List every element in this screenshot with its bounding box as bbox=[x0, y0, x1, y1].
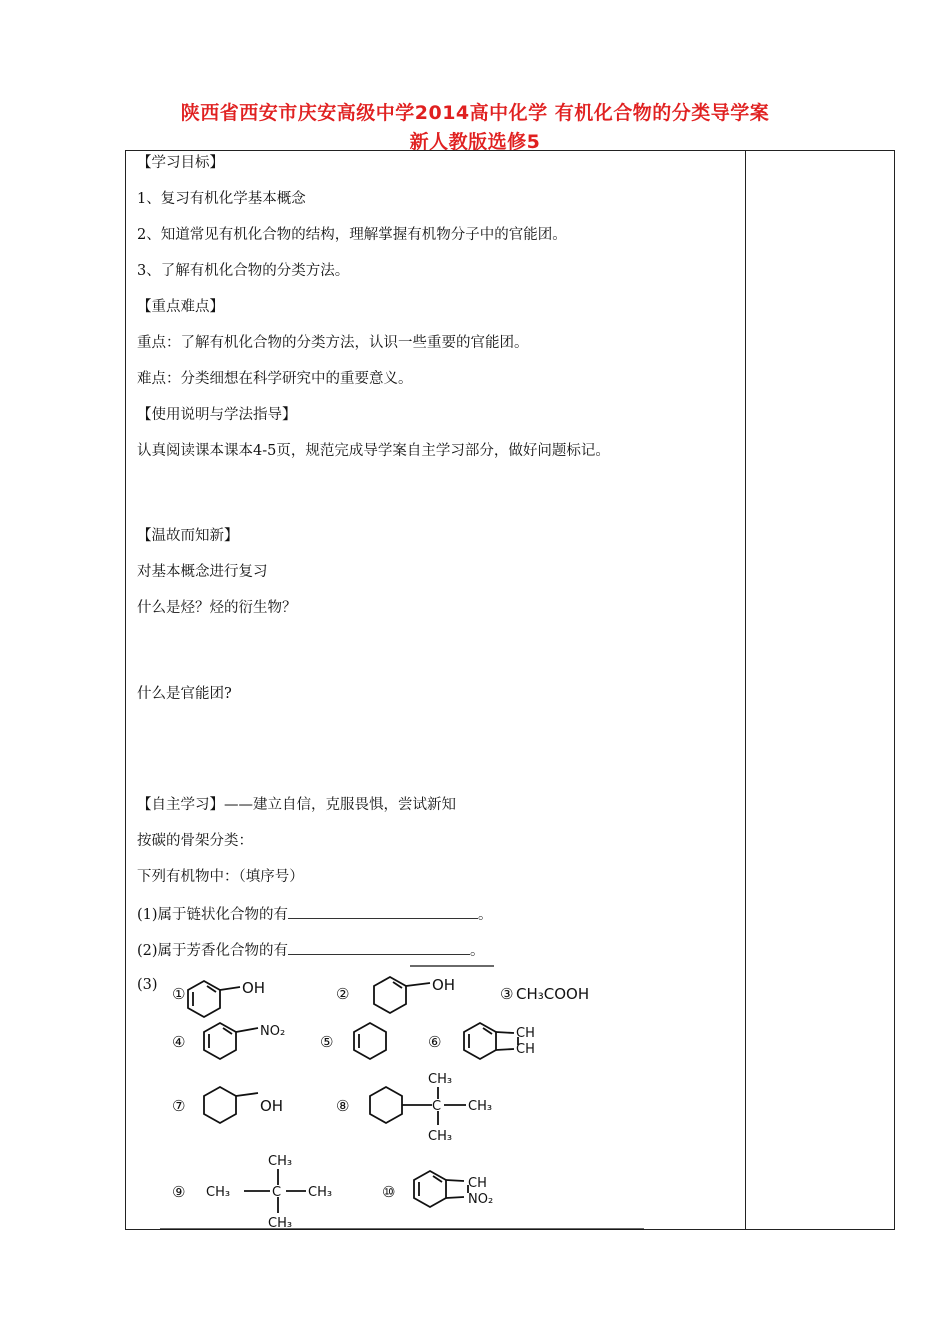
question-2 bbox=[137, 940, 485, 960]
section-heading-objectives: 【学习目标】 bbox=[137, 155, 224, 171]
question-functional-group: 什么是官能团? bbox=[137, 686, 232, 702]
molecule-number-10: ⑩ bbox=[382, 1183, 396, 1201]
molecule-number-2: ② bbox=[336, 985, 350, 1003]
molecule-label-ch: CH bbox=[516, 1026, 535, 1041]
molecule-number-8: ⑧ bbox=[336, 1097, 350, 1115]
molecule-label-ch3: CH₃ bbox=[268, 1216, 293, 1230]
question-1-label: (1)属于链状化合物的有 bbox=[137, 907, 289, 923]
molecule-label-ch3: CH₃ bbox=[428, 1129, 453, 1144]
molecule-label-oh: OH bbox=[432, 976, 456, 994]
molecule-label-oh: OH bbox=[260, 1097, 284, 1115]
document-title-line1: 陕西省西安市庆安高级中学2014高中化学 有机化合物的分类导学案 bbox=[180, 102, 770, 124]
answer-blank-1[interactable] bbox=[288, 904, 478, 919]
molecule-label-ch3: CH₃ bbox=[308, 1185, 333, 1200]
molecule-number-9: ⑨ bbox=[172, 1183, 186, 1201]
objective-item: 1、复习有机化学基本概念 bbox=[137, 191, 306, 207]
period: 。 bbox=[470, 943, 485, 959]
question-1 bbox=[137, 904, 493, 924]
document-title-line2: 新人教版选修5 bbox=[409, 131, 541, 153]
molecule-label-ch3: CH₃ bbox=[468, 1099, 493, 1114]
answer-blank-2[interactable] bbox=[288, 940, 470, 955]
molecule-number-5: ⑤ bbox=[320, 1033, 334, 1051]
section-heading-instructions: 【使用说明与学法指导】 bbox=[137, 407, 297, 423]
molecule-label-c: C bbox=[272, 1185, 282, 1200]
molecule-label-ch: CH bbox=[468, 1176, 487, 1191]
instructions-text: 认真阅读课本课本4-5页，规范完成导学案自主学习部分，做好问题标记。 bbox=[137, 443, 610, 459]
molecule-number-1: ① bbox=[172, 985, 186, 1003]
section-heading-self-study: 【自主学习】——建立自信，克服畏惧，尝试新知 bbox=[137, 797, 456, 813]
question-hydrocarbon: 什么是烃？烃的衍生物？ bbox=[137, 600, 297, 616]
molecule-label-no2: NO₂ bbox=[260, 1024, 286, 1039]
molecule-label-ch3: CH₃ bbox=[206, 1185, 231, 1200]
molecule-label-ch3: CH₃ bbox=[428, 1072, 453, 1087]
molecule-label-acetic-acid: CH₃COOH bbox=[516, 985, 590, 1003]
molecule-label-c: C bbox=[432, 1099, 442, 1114]
section-heading-key-points: 【重点难点】 bbox=[137, 299, 224, 315]
molecule-label-no2: NO₂ bbox=[468, 1192, 494, 1207]
molecule-label-ch: CH bbox=[516, 1042, 535, 1057]
section-heading-review: 【温故而知新】 bbox=[137, 528, 239, 544]
molecule-number-7: ⑦ bbox=[172, 1097, 186, 1115]
objective-item: 2、知道常见有机化合物的结构，理解掌握有机物分子中的官能团。 bbox=[137, 227, 567, 243]
structural-formulas-figure bbox=[160, 965, 650, 1230]
review-text: 对基本概念进行复习 bbox=[137, 564, 268, 580]
question-2-label: (2)属于芳香化合物的有 bbox=[137, 943, 289, 959]
question-3-label: (3) bbox=[137, 977, 158, 993]
molecule-number-3: ③ bbox=[500, 985, 514, 1003]
period: 。 bbox=[478, 907, 493, 923]
notes-column-divider bbox=[745, 150, 746, 1230]
molecule-number-6: ⑥ bbox=[428, 1033, 442, 1051]
key-point-text: 重点：了解有机化合物的分类方法，认识一些重要的官能团。 bbox=[137, 335, 529, 351]
molecule-number-4: ④ bbox=[172, 1033, 186, 1051]
classification-text: 按碳的骨架分类： bbox=[137, 833, 253, 849]
molecule-label-ch3: CH₃ bbox=[268, 1154, 293, 1169]
exercise-intro: 下列有机物中：（填序号） bbox=[137, 869, 304, 885]
molecule-label-oh: OH bbox=[242, 979, 266, 997]
difficulty-text: 难点：分类细想在科学研究中的重要意义。 bbox=[137, 371, 413, 387]
objective-item: 3、了解有机化合物的分类方法。 bbox=[137, 263, 350, 279]
